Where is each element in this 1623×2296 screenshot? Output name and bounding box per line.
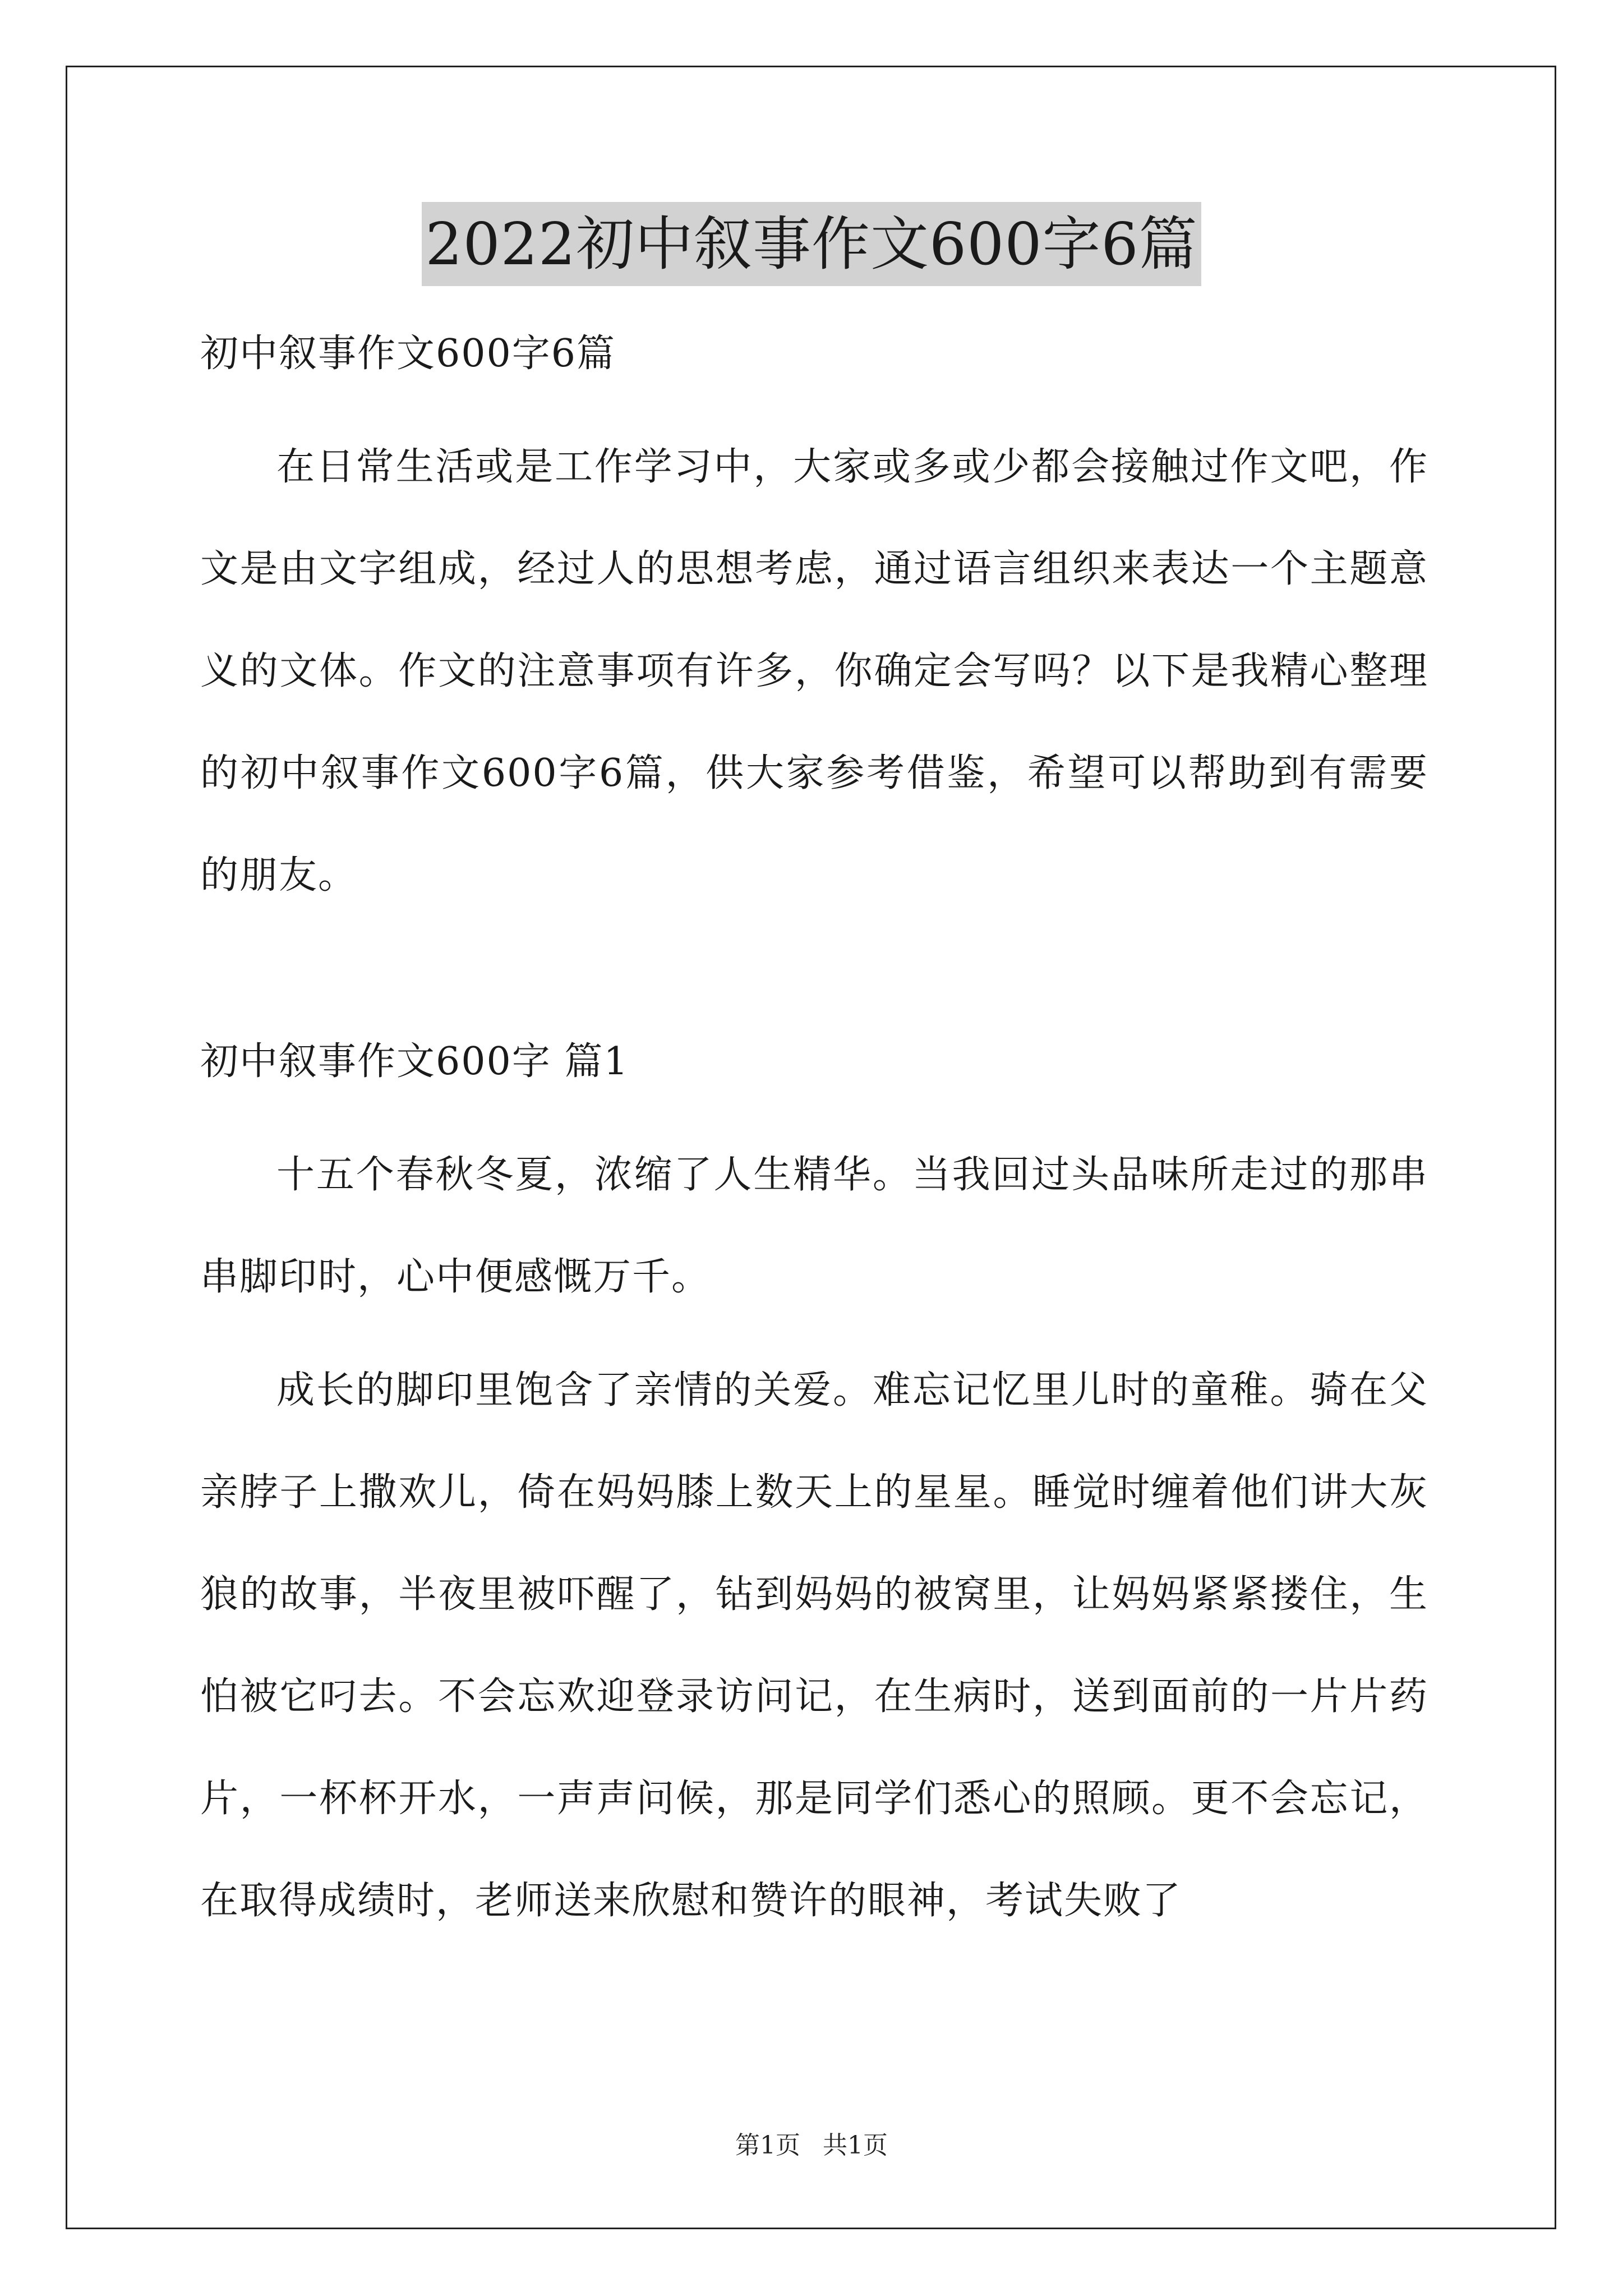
- spacer: [200, 927, 1428, 1011]
- body-paragraph: 成长的脚印里饱含了亲情的关爱。难忘记忆里儿时的童稚。骑在父亲脖子上撒欢儿，倚在妈妈膝上数天上的星星。睡觉时缠着他们讲大灰狼的故事，半夜里被吓醒了，钻到妈妈的被窝里，让妈妈紧紧搂住，生怕被它叼去。不会忘欢迎登录访问记，在生病时，送到面前的一片片药片，一杯杯开水，一声声问候，那是同学们悉心的照顾。更不会忘记，在取得成绩时，老师送来欣慰和赞许的眼神，考试失败了: [200, 1368, 1428, 1923]
- document-body: [200, 303, 1428, 1952]
- spacer: [200, 405, 1428, 416]
- page-number: 第1页: [735, 2131, 800, 2160]
- page-footer: [0, 2129, 1623, 2162]
- section-heading: 初中叙事作文600字 篇1: [200, 1039, 629, 1084]
- document-subtitle: 初中叙事作文600字6篇: [200, 332, 616, 376]
- spacer: [200, 1328, 1428, 1340]
- body-paragraph: 十五个春秋冬夏，浓缩了人生精华。当我回过头品味所走过的那串串脚印时，心中便感慨万千。: [200, 1153, 1428, 1299]
- spacer: [200, 1113, 1428, 1124]
- title-container: [0, 202, 1623, 286]
- document-title: 2022初中叙事作文600字6篇: [422, 202, 1201, 286]
- page-total: 共1页: [823, 2131, 888, 2160]
- intro-paragraph: 在日常生活或是工作学习中，大家或多或少都会接触过作文吧，作文是由文字组成，经过人的思想考虑，通过语言组织来表达一个主题意义的文体。作文的注意事项有许多，你确定会写吗？以下是我精心整理的初中叙事作文600字6篇，供大家参考借鉴，希望可以帮助到有需要的朋友。: [200, 445, 1428, 898]
